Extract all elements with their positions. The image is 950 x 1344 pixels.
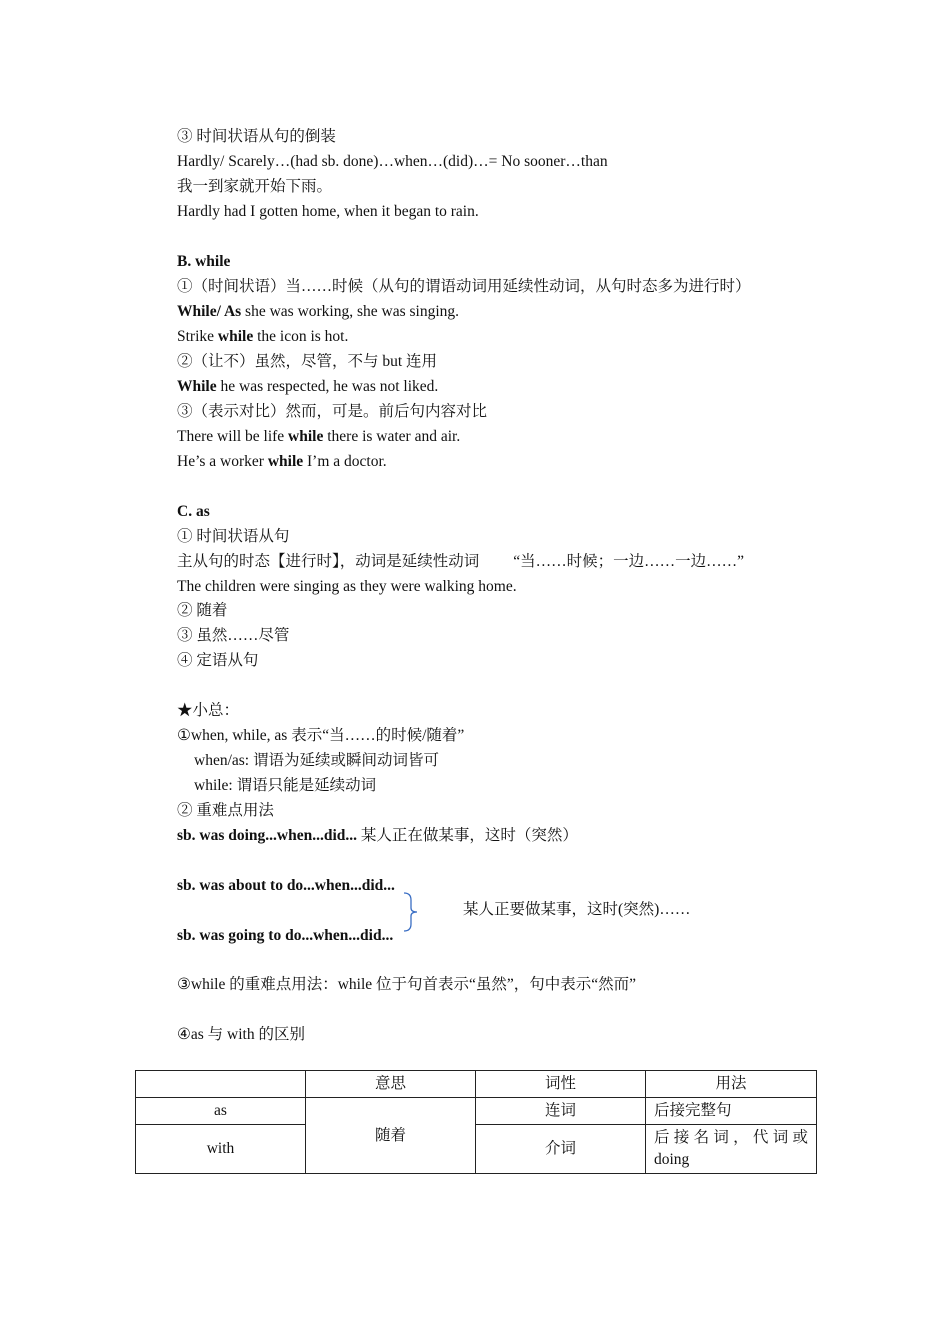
summary-point-2: ② 重难点用法: [177, 802, 274, 819]
table-header-cell: 词性: [476, 1071, 646, 1098]
while-example-3: While he was respected, he was not liked.: [177, 378, 439, 395]
table-header-row: [136, 1071, 817, 1098]
table-header-cell: 用法: [646, 1071, 817, 1098]
as-tense-note: 主从句的时态【进行时】，动词是延续性动词 “当……时候；一边……一边……”: [177, 553, 745, 570]
inversion-pattern: Hardly/ Scarely…(had sb. done)…when…(did)…= No sooner…than: [177, 153, 608, 170]
summary-pattern-doing: sb. was doing...when...did... 某人正在做某事，这时（突然）: [177, 827, 578, 844]
while-use-3: ③（表示对比）然而，可是。前后句内容对比: [177, 403, 488, 420]
summary-pattern-meaning: 某人正要做某事，这时(突然)……: [463, 901, 691, 918]
table-cell-usage: 后接名词，代词或 doing: [646, 1125, 817, 1174]
summary-title: ★小总：: [177, 702, 240, 719]
as-use-1: ① 时间状语从句: [177, 528, 290, 545]
as-with-comparison-table: [135, 1070, 817, 1174]
while-example-4: There will be life while there is water and air.: [177, 428, 461, 445]
while-section-title: B. while: [177, 253, 231, 270]
as-section-title: C. as: [177, 503, 210, 520]
table-row: [136, 1125, 817, 1174]
table-cell-pos: 介词: [476, 1125, 646, 1174]
summary-pattern-going-to: sb. was going to do...when...did...: [177, 927, 394, 944]
while-use-2: ②（让不）虽然，尽管，不与 but 连用: [177, 353, 438, 370]
while-example-1: While/ As she was working, she was singing.: [177, 303, 460, 320]
table-cell-meaning: 随着: [306, 1098, 476, 1174]
summary-pattern-about-to: sb. was about to do...when...did...: [177, 877, 395, 894]
table-cell-pos: 连词: [476, 1098, 646, 1125]
table-cell-word: with: [136, 1125, 306, 1174]
while-example-2: Strike while the icon is hot.: [177, 328, 349, 345]
inversion-example-en: Hardly had I gotten home, when it began to rain.: [177, 203, 479, 220]
table-row: [136, 1098, 817, 1125]
table-cell-usage: 后接完整句: [646, 1098, 817, 1125]
summary-point-1b: while: 谓语只能是延续动词: [194, 777, 377, 794]
table-header-cell: [136, 1071, 306, 1098]
as-use-4: ④ 定语从句: [177, 652, 259, 669]
table-header-cell: 意思: [306, 1071, 476, 1098]
while-use-1: ①（时间状语）当……时候（从句的谓语动词用延续性动词，从句时态多为进行时）: [177, 278, 751, 295]
summary-point-1a: when/as: 谓语为延续或瞬间动词皆可: [194, 752, 439, 769]
inversion-heading: ③ 时间状语从句的倒装: [177, 128, 336, 145]
summary-point-1: ①when, while, as 表示“当……的时候/随着”: [177, 727, 465, 744]
right-brace-icon: [402, 892, 422, 932]
as-example: The children were singing as they were walking home.: [177, 578, 517, 595]
as-use-2: ② 随着: [177, 602, 228, 619]
table-cell-word: as: [136, 1098, 306, 1125]
summary-point-3: ③while 的重难点用法：while 位于句首表示“虽然”，句中表示“然而”: [177, 976, 637, 993]
as-use-3: ③ 虽然……尽管: [177, 627, 290, 644]
summary-point-4: ④as 与 with 的区别: [177, 1026, 305, 1043]
while-example-5: He’s a worker while I’m a doctor.: [177, 453, 387, 470]
inversion-example-cn: 我一到家就开始下雨。: [177, 178, 333, 195]
